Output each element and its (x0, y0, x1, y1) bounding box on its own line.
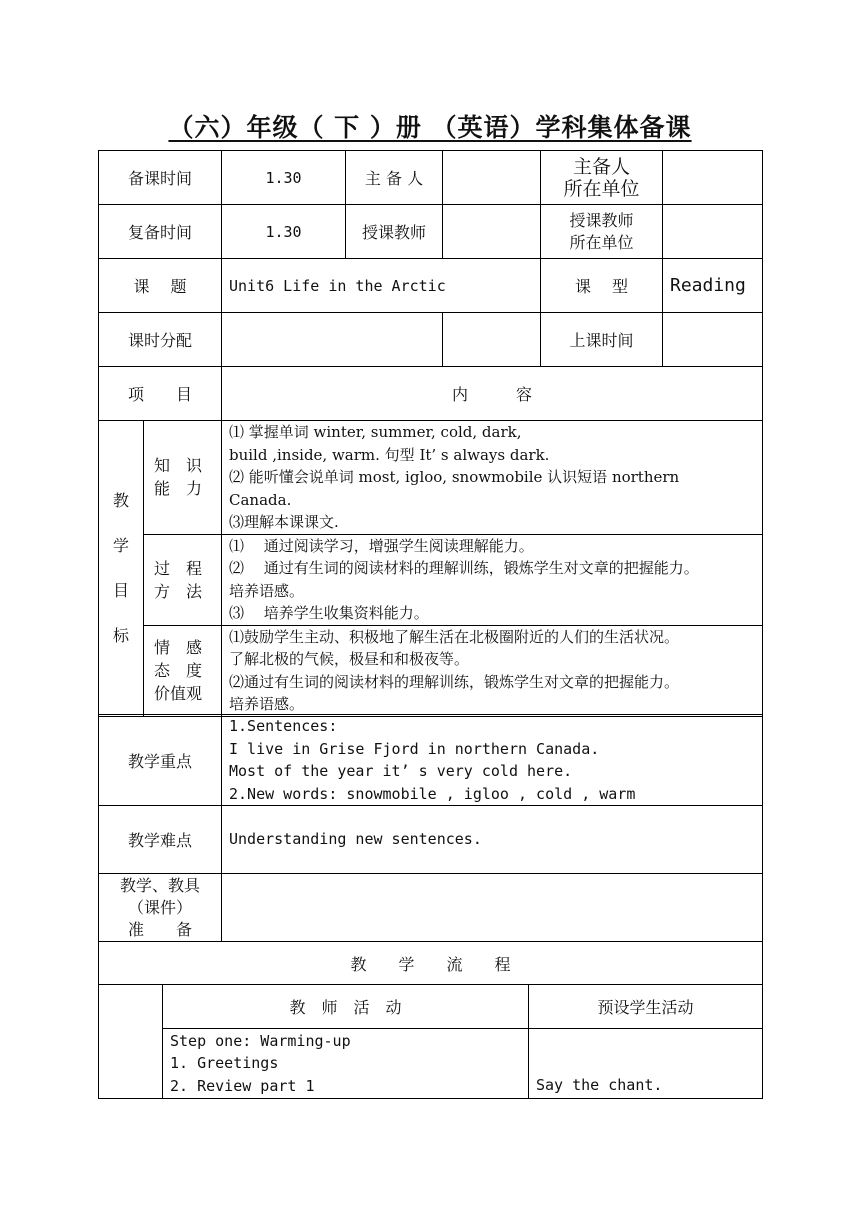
objectives-label-char: 目 (112, 581, 129, 601)
emotion-label (144, 625, 222, 716)
teacher-unit-value (663, 205, 763, 259)
key-point-line: 2.New words: snowmobile , igloo , cold , warm (229, 784, 636, 803)
topic-label: 课 题 (99, 259, 222, 313)
objectives-table (98, 420, 763, 717)
process-line: ⑶ 培养学生收集资料能力。 (229, 604, 429, 622)
tools-label-line: 准 备 (127, 919, 192, 939)
teacher-unit-label (541, 205, 663, 259)
content-label: 内 容 (222, 367, 763, 421)
objectives-label-char: 教 (112, 491, 129, 511)
student-activity-content (529, 1029, 763, 1099)
teacher-step: 2. Review part 1 (170, 1076, 315, 1095)
difficulties-content: Understanding new sentences. (222, 806, 763, 874)
prep-time-value: 1.30 (222, 151, 346, 205)
lesson-alloc-label: 课时分配 (99, 313, 222, 367)
knowledge-line: build ,inside, warm. 句型 It’ s always dark. (229, 445, 550, 464)
student-step: Say the chant. (536, 1075, 663, 1094)
key-point-line: I live in Grise Fjord in northern Canada. (229, 739, 600, 758)
review-time-value: 1.30 (222, 205, 346, 259)
emotion-label-line: 态 度 (154, 661, 203, 680)
knowledge-label (144, 421, 222, 535)
emotion-line: ⑵通过有生词的阅读材料的理解训练，锻炼学生对文章的把握能力。 (229, 672, 680, 691)
process-line: ⑴ 通过阅读学习，增强学生阅读理解能力。 (229, 536, 534, 555)
lesson-alloc-value (222, 313, 443, 367)
tools-content (222, 874, 763, 942)
flow-left-margin (99, 985, 163, 1099)
emotion-line: ⑴鼓励学生主动、积极地了解生活在北极圈附近的人们的生活状况。 (229, 627, 680, 646)
objectives-label (99, 421, 144, 717)
class-time-label: 上课时间 (541, 313, 663, 367)
knowledge-line: ⑴ 掌握单词 winter, summer, cold, dark, (229, 423, 522, 441)
main-preparer-unit-label (541, 151, 663, 205)
flow-heading: 教 学 流 程 (99, 942, 763, 985)
review-time-label: 复备时间 (99, 205, 222, 259)
emotion-label-line: 价值观 (154, 684, 203, 703)
emotion-label-line: 情 感 (154, 638, 203, 657)
tools-label-line: （课件） (127, 897, 192, 917)
class-time-value (663, 313, 763, 367)
teacher-activity-content (163, 1029, 529, 1099)
process-line: 培养语感。 (229, 581, 305, 600)
key-points-content (222, 715, 763, 806)
knowledge-line: ⑵ 能听懂会说单词 most, igloo, snowmobile 认识短语 northern (229, 468, 680, 486)
page-title: （六）年级（ 下 ）册 （英语）学科集体备课 (168, 113, 692, 142)
knowledge-label-line: 知 识 (154, 456, 203, 476)
key-points-label: 教学重点 (99, 715, 222, 806)
process-label (144, 534, 222, 625)
process-label-line: 过 程 (154, 558, 203, 578)
teacher-value (443, 205, 541, 259)
flow-table (98, 984, 763, 1099)
topic-value: Unit6 Life in the Arctic (222, 259, 541, 313)
lesson-plan-table (98, 150, 763, 421)
objectives-label-char: 标 (112, 626, 129, 646)
main-preparer-label: 主 备 人 (346, 151, 443, 205)
process-label-line: 方 法 (154, 581, 203, 601)
teacher-unit-line: 授课教师 (569, 210, 634, 230)
key-point-line: Most of the year it’ s very cold here. (229, 762, 573, 780)
student-activity-header: 预设学生活动 (529, 985, 763, 1029)
type-label: 课 型 (541, 259, 663, 313)
objectives-label-char: 学 (112, 536, 129, 556)
item-label: 项 目 (99, 367, 222, 421)
teacher-activity-header: 教 师 活 动 (163, 985, 529, 1029)
knowledge-label-line: 能 力 (154, 479, 203, 499)
main-preparer-unit-line: 主备人 (572, 155, 630, 178)
prep-time-label: 备课时间 (99, 151, 222, 205)
process-line: ⑵ 通过有生词的阅读材料的理解训练，锻炼学生对文章的把握能力。 (229, 559, 699, 577)
difficulties-label: 教学难点 (99, 806, 222, 874)
details-table (98, 714, 763, 985)
main-preparer-unit-line: 所在单位 (563, 177, 640, 200)
type-value: Reading (663, 259, 763, 313)
tools-label (99, 874, 222, 942)
teacher-unit-line: 所在单位 (569, 232, 634, 252)
main-preparer-unit-value (663, 151, 763, 205)
lesson-alloc-extra (443, 313, 541, 367)
main-preparer-value (443, 151, 541, 205)
tools-label-line: 教学、教具 (119, 875, 200, 895)
teacher-step: 1. Greetings (170, 1054, 279, 1073)
emotion-line: 培养语感。 (229, 695, 305, 713)
process-content (222, 534, 763, 625)
emotion-content (222, 625, 763, 716)
knowledge-line: Canada. (229, 490, 292, 509)
teacher-step: Step one: Warming-up (170, 1031, 351, 1050)
knowledge-content (222, 421, 763, 535)
knowledge-line: ⑶理解本课课文. (229, 513, 339, 531)
teacher-label: 授课教师 (346, 205, 443, 259)
key-point-line: 1.Sentences: (229, 717, 338, 735)
emotion-line: 了解北极的气候，极昼和和极夜等。 (229, 650, 470, 668)
